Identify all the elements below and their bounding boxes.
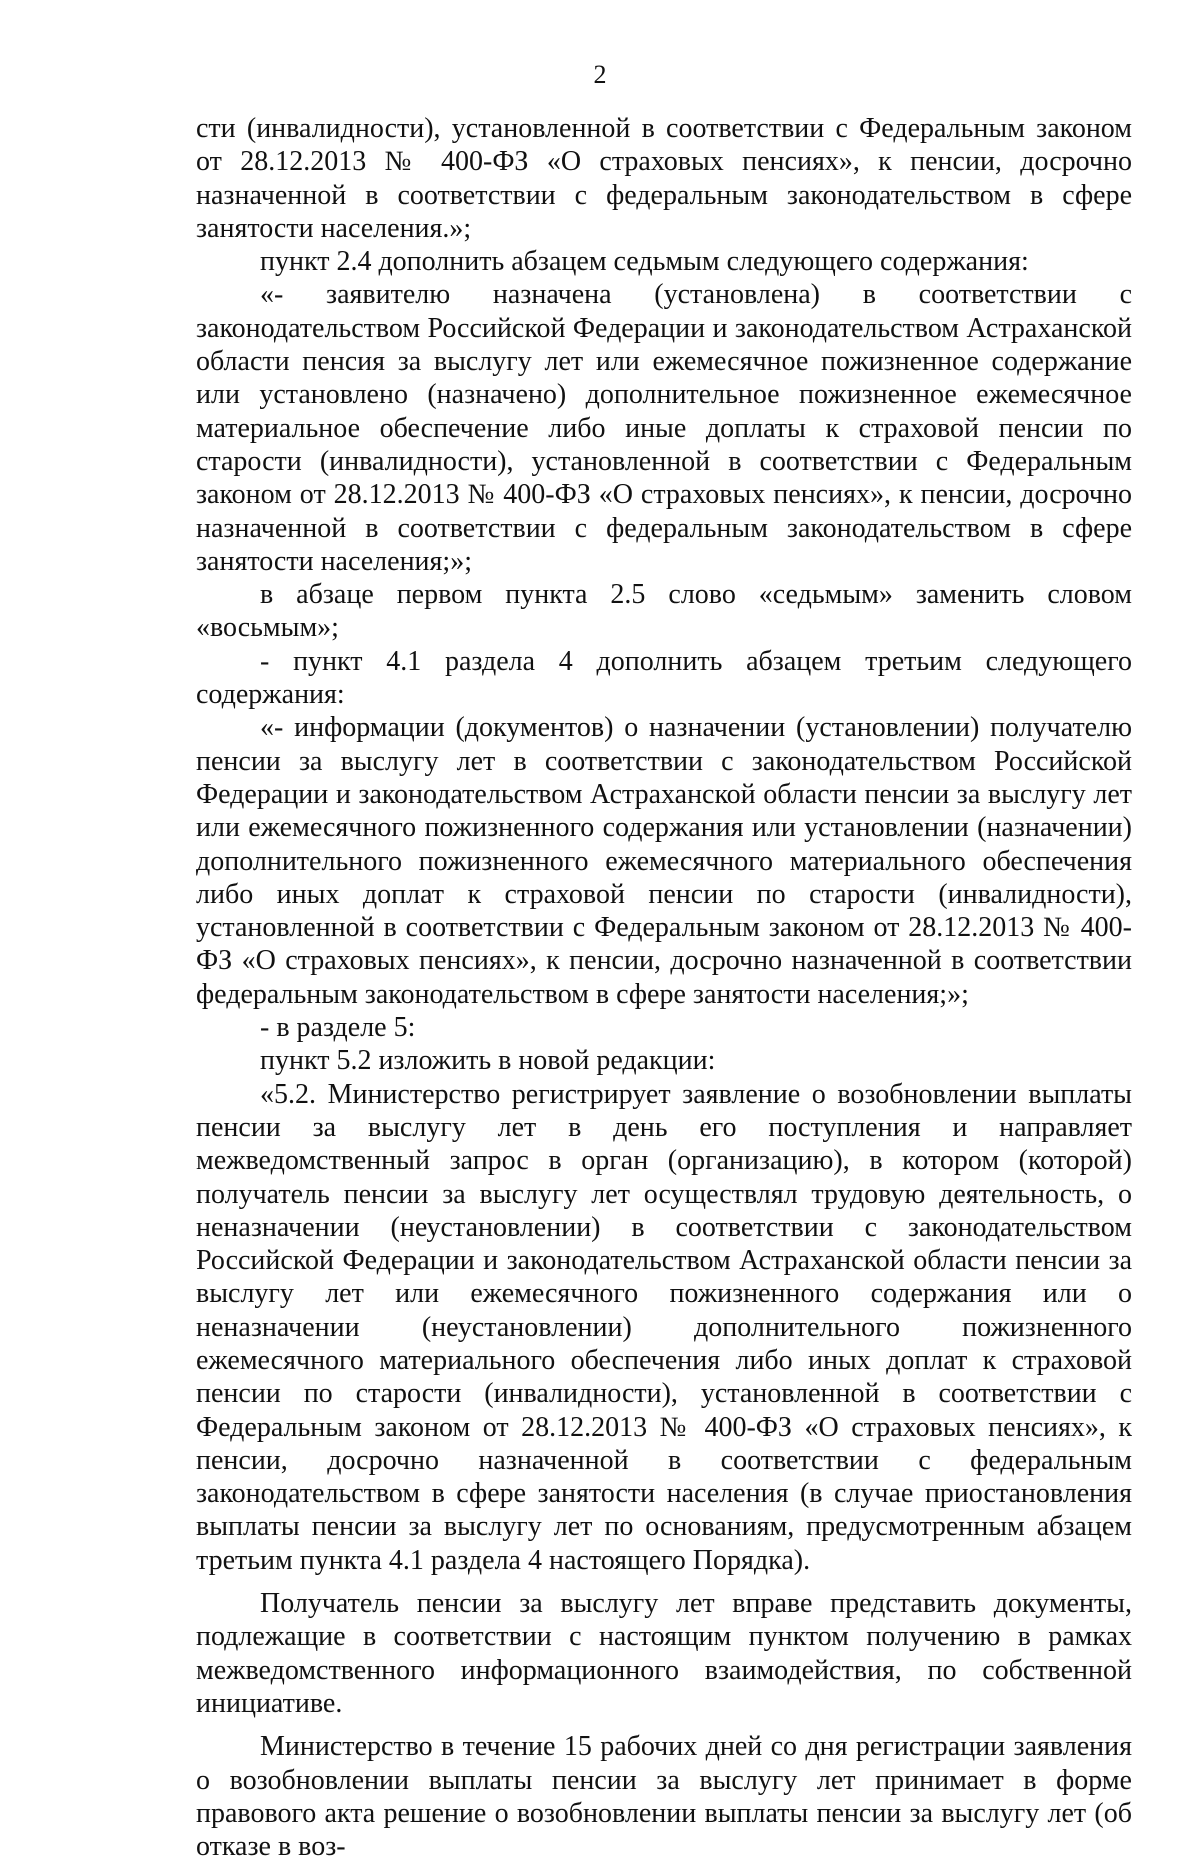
paragraph: - пункт 4.1 раздела 4 дополнить абзацем третьим следующего содержания:	[196, 645, 1132, 711]
paragraph: в абзаце первом пункта 2.5 слово «седьмым» заменить словом «восьмым»;	[196, 579, 1132, 644]
paragraph: Получатель пенсии за выслугу лет вправе представить документы, подлежащие в соответствии с настоящим пунктом получению в рамках межведомственного информационного взаимодействия, по собственной инициативе.	[196, 1588, 1132, 1719]
paragraph: пункт 2.4 дополнить абзацем седьмым следующего содержания:	[260, 246, 1029, 278]
paragraph: Министерство в течение 15 рабочих дней со дня регистрации заявления о возобновлении выплаты пенсии за выслугу лет принимает в форме правового акта решение о возобновлении выплаты пенсии за выслугу лет (об отказе в воз-	[196, 1731, 1132, 1863]
paragraph: - в разделе 5:	[260, 1012, 416, 1044]
document-body	[196, 112, 1132, 1863]
paragraph: сти (инвалидности), установленной в соответствии с Федеральным законом от 28.12.2013 № 400-ФЗ «О страховых пенсиях», к пенсии, досрочно назначенной в соответствии с федеральным законодательством в сфере занятости населения.»;	[196, 113, 1132, 244]
paragraph: пункт 5.2 изложить в новой редакции:	[260, 1045, 716, 1077]
paragraph: «5.2. Министерство регистрирует заявление о возобновлении выплаты пенсии за выслугу лет в день его поступления и направляет межведомственный запрос в орган (организацию), в котором (которой) получатель пенсии за выслугу лет осуществлял трудовую деятельность, о неназначении (неустановлении) в соответствии с законодательством Российской Федерации и законодательством Астраханской области пенсии за выслугу лет или ежемесячного пожизненного содержания или о неназначении (неустановлении) дополнительного пожизненного ежемесячного материального обеспечения либо иных доплат к страховой пенсии по старости (инвалидности), установленной в соответствии с Федеральным законом от 28.12.2013 № 400-ФЗ «О страховых пенсиях», к пенсии, досрочно назначенной в соответствии с федеральным законодательством в сфере занятости населения (в случае приостановления выплаты пенсии за выслугу лет по основаниям, предусмотренным абзацем третьим пункта 4.1 раздела 4 настоящего Порядка).	[196, 1078, 1132, 1576]
paragraph: «- заявителю назначена (установлена) в соответствии с законодательством Российской Федерации и законодательством Астраханской области пенсия за выслугу лет или ежемесячное пожизненное содержание или установлено (назначено) дополнительное пожизненное ежемесячное материальное обеспечение либо иные доплаты к страховой пенсии по старости (инвалидности), установленной в соответствии с Федеральным законом от 28.12.2013 № 400-ФЗ «О страховых пенсиях», к пенсии, досрочно назначенной в соответствии с федеральным законодательством в сфере занятости населения;»;	[196, 279, 1132, 577]
paragraph: «- информации (документов) о назначении (установлении) получателю пенсии за выслугу лет в соответствии с законодательством Российской Федерации и законодательством Астраханской области пенсии за выслугу лет или ежемесячного пожизненного содержания или установлении (назначении) дополнительного пожизненного ежемесячного материального обеспечения либо иных доплат к страховой пенсии по старости (инвалидности), установленной в соответствии с Федеральным законом от 28.12.2013 № 400-ФЗ «О страховых пенсиях», к пенсии, досрочно назначенной в соответствии федеральным законодательством в сфере занятости населения;»;	[196, 712, 1132, 1010]
page-number: 2	[593, 60, 607, 89]
